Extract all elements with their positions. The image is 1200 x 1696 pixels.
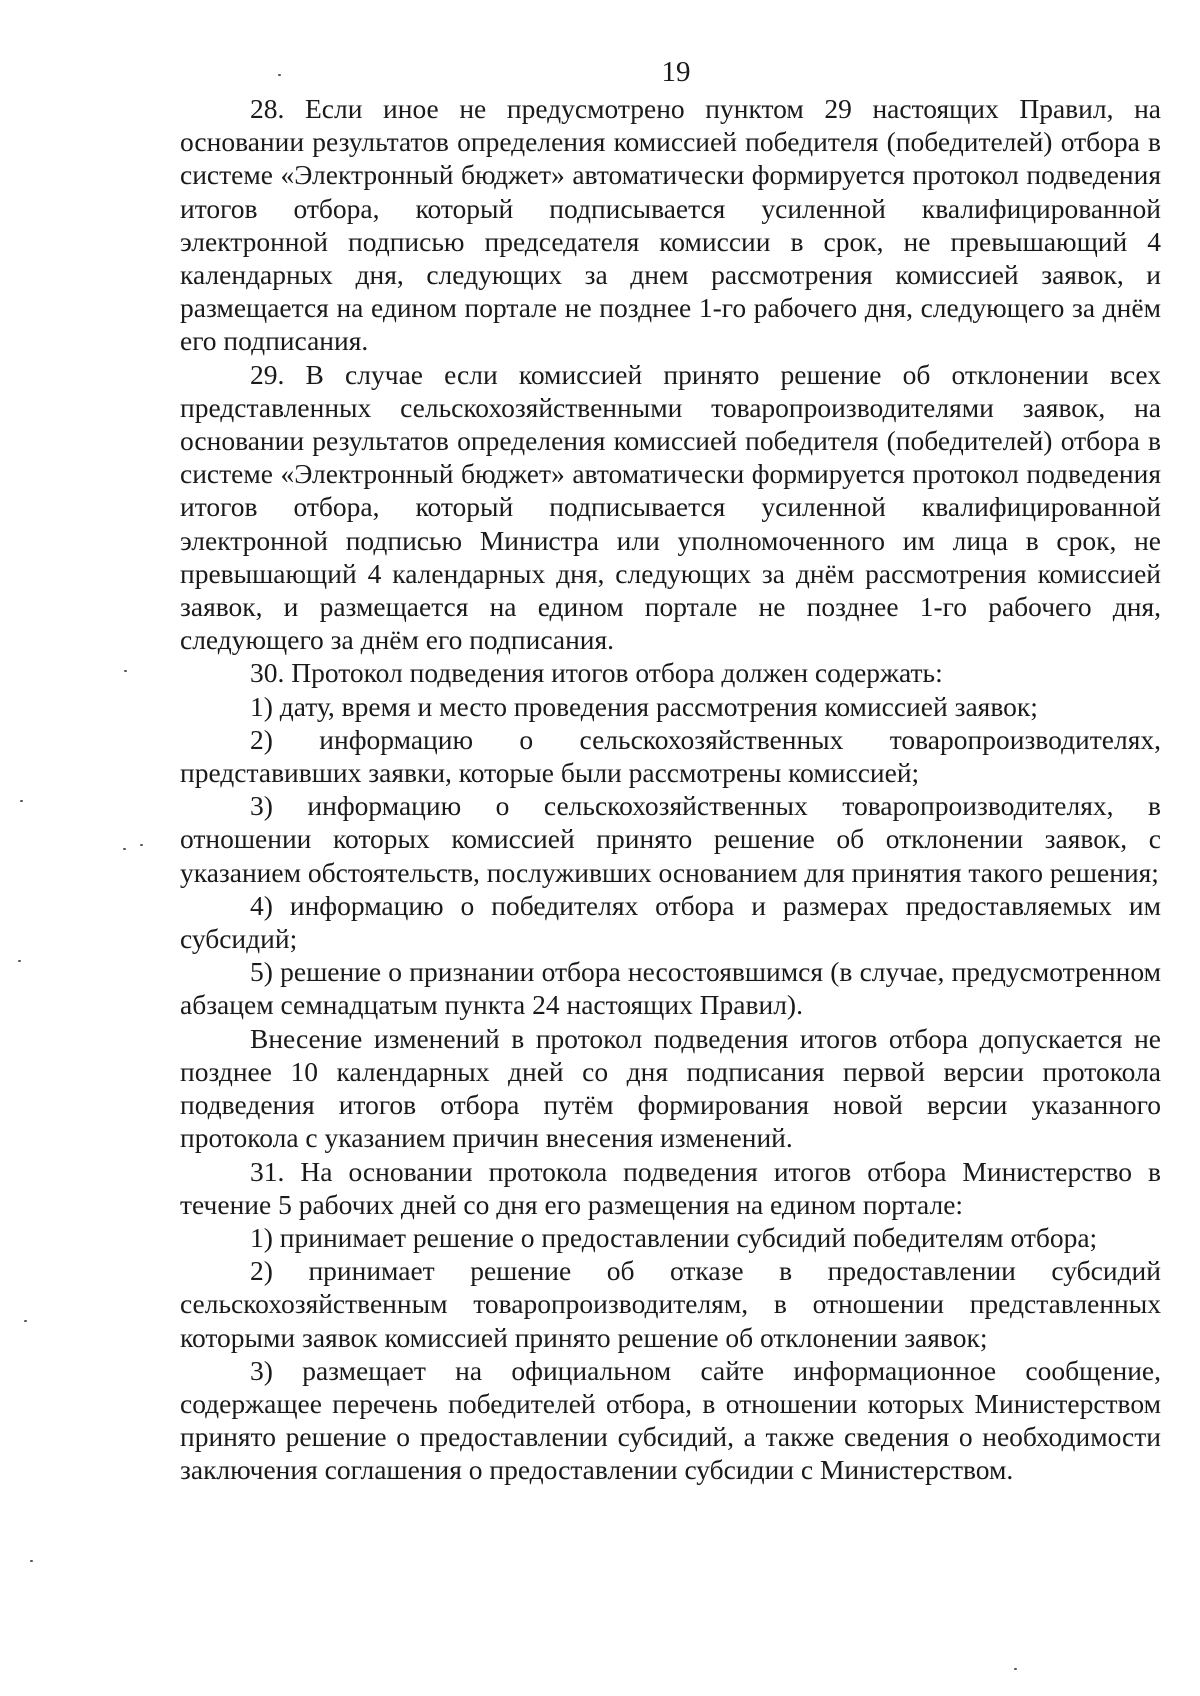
scan-speck bbox=[123, 848, 126, 850]
scan-speck bbox=[24, 1320, 27, 1322]
page-number: 19 bbox=[661, 56, 691, 88]
list-item-31-1: 1) принимает решение о предоставлении субсидий победителям отбора; bbox=[250, 1221, 1098, 1253]
paragraph-amendments: Внесение изменений в протокол подведения итогов отбора допускается не позднее 10 календарных дней со дня подписания первой версии протокола подведения итогов отбора путём формирования новой версии указанного протокола с указанием причин внесения изменений. bbox=[180, 1022, 1161, 1154]
list-item-31-3: 3) размещает на официальном сайте информационное сообщение, содержащее перечень победителей отбора, в отношении которых Министерством принято решение о предоставлении субсидий, а также сведения о необходимости заключения соглашения о предоставлении субсидии с Министерством. bbox=[180, 1354, 1161, 1486]
list-item-31-2: 2) принимает решение об отказе в предоставлении субсидий сельскохозяйственным товаропроизводителям, в отношении представленных которыми заявок комиссией принято решение об отклонении заявок; bbox=[180, 1255, 1161, 1353]
document-body bbox=[180, 92, 1161, 1487]
list-item-30-3: 3) информацию о сельскохозяйственных товаропроизводителях, в отношении которых комиссией принято решение об отклонении заявок, с указанием обстоятельств, послуживших основанием для принятия такого решения; bbox=[180, 790, 1161, 888]
scan-speck bbox=[1014, 1668, 1017, 1670]
list-item-30-5: 5) решение о признании отбора несостоявшимся (в случае, предусмотренном абзацем семнадцатым пункта 24 настоящих Правил). bbox=[180, 956, 1161, 1021]
scan-speck bbox=[20, 800, 23, 802]
scan-speck bbox=[18, 960, 21, 962]
scan-speck bbox=[30, 1560, 33, 1562]
scan-speck bbox=[124, 670, 127, 672]
paragraph-28: 28. Если иное не предусмотрено пунктом 29 настоящих Правил, на основании результатов определения комиссией победителя (победителей) отбора в системе «Электронный бюджет» автоматически формируется протокол подведения итогов отбора, который подписывается усиленной квалифицированной электронной подписью председателя комиссии в срок, не превышающий 4 календарных дня, следующих за днем рассмотрения комиссией заявок, и размещается на едином портале не позднее 1-го рабочего дня, следующего за днём его подписания. bbox=[180, 93, 1161, 357]
list-item-30-1: 1) дату, время и место проведения рассмотрения комиссией заявок; bbox=[250, 690, 1038, 722]
paragraph-30: 30. Протокол подведения итогов отбора должен содержать: bbox=[250, 657, 943, 689]
scan-speck bbox=[278, 74, 281, 76]
list-item-30-2: 2) информацию о сельскохозяйственных товаропроизводителях, представивших заявки, которые были рассмотрены комиссией; bbox=[180, 723, 1161, 789]
paragraph-29: 29. В случае если комиссией принято решение об отклонении всех представленных сельскохозяйственными товаропроизводителями заявок, на основании результатов определения комиссией победителя (победителей) отбора в системе «Электронный бюджет» автоматически формируется протокол подведения итогов отбора, который подписывается усиленной квалифицированной электронной подписью Министра или уполномоченного им лица в срок, не превышающий 4 календарных дня, следующих за днём рассмотрения комиссией заявок, и размещается на едином портале не позднее 1-го рабочего дня, следующего за днём его подписания. bbox=[180, 358, 1161, 656]
scan-speck bbox=[140, 844, 143, 846]
list-item-30-4: 4) информацию о победителях отбора и размерах предоставляемых им субсидий; bbox=[180, 889, 1161, 955]
paragraph-31: 31. На основании протокола подведения итогов отбора Министерство в течение 5 рабочих дней со дня его размещения на едином портале: bbox=[180, 1155, 1161, 1220]
